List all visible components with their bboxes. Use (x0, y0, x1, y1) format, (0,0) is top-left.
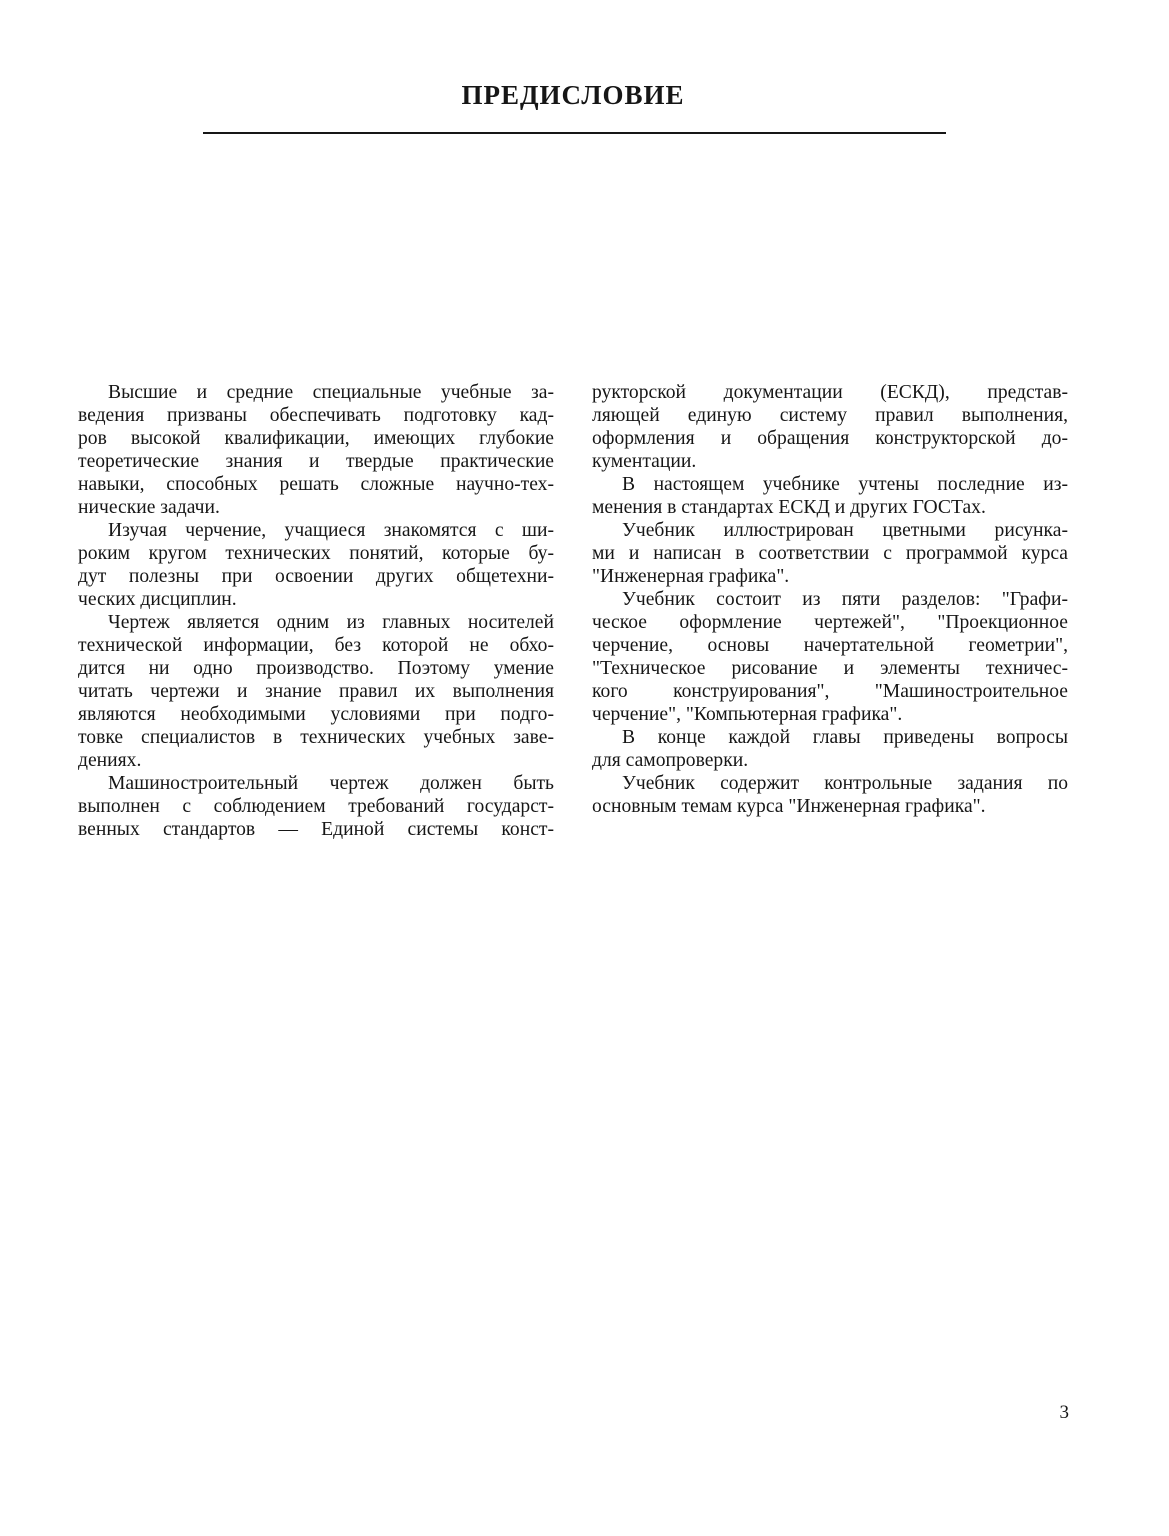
text-line: навыки, способных решать сложные научно-тех- (78, 474, 554, 495)
text-line: менения в стандартах ЕСКД и других ГОСТах. (592, 497, 986, 518)
right-column (592, 381, 1068, 818)
text-line: для самопроверки. (592, 750, 749, 771)
text-line: В настоящем учебнике учтены последние из- (622, 474, 1068, 495)
page-number: 3 (1059, 1402, 1069, 1423)
text-line: роким кругом технических понятий, которые бу- (78, 543, 554, 564)
text-line: черчение", "Компьютерная графика". (592, 704, 903, 725)
left-column (78, 381, 554, 841)
text-line: читать чертежи и знание правил их выполнения (78, 681, 554, 702)
text-line: ров высокой квалификации, имеющих глубокие (78, 428, 554, 449)
text-line: кого конструирования", "Машиностроительное (592, 681, 1068, 702)
text-line: основным темам курса "Инженерная графика". (592, 796, 986, 817)
text-line: технической информации, без которой не обхо- (78, 635, 554, 656)
text-line: нические задачи. (78, 497, 220, 518)
text-line: ведения призваны обеспечивать подготовку кад- (78, 405, 554, 426)
text-line: дится ни одно производство. Поэтому умение (78, 658, 554, 679)
text-line: дут полезны при освоении других общетехни- (78, 566, 554, 587)
text-line: черчение, основы начертательной геометрии", (592, 635, 1068, 656)
text-line: Машиностроительный чертеж должен быть (108, 773, 554, 794)
text-line: Чертеж является одним из главных носителей (108, 612, 554, 633)
text-line: ческих дисциплин. (78, 589, 237, 610)
text-line: "Инженерная графика". (592, 566, 790, 587)
text-line: В конце каждой главы приведены вопросы (622, 727, 1068, 748)
text-line: ческое оформление чертежей", "Проекционное (592, 612, 1068, 633)
text-line: Учебник иллюстрирован цветными рисунка- (622, 520, 1068, 541)
title-underline (203, 132, 946, 134)
text-line: Учебник состоит из пяти разделов: "Графи- (622, 589, 1068, 610)
text-line: ляющей единую систему правил выполнения, (592, 405, 1068, 426)
text-line: оформления и обращения конструкторской до- (592, 428, 1068, 449)
text-line: ми и написан в соответствии с программой курса (592, 543, 1068, 564)
text-line: Высшие и средние специальные учебные за- (108, 382, 554, 403)
text-line: кументации. (592, 451, 697, 472)
text-line: дениях. (78, 750, 142, 771)
text-line: Изучая черчение, учащиеся знакомятся с ши- (108, 520, 554, 541)
text-line: венных стандартов — Единой системы конст- (78, 819, 554, 840)
page-title: ПРЕДИСЛОВИЕ (461, 80, 685, 110)
text-line: "Техническое рисование и элементы техничес- (592, 658, 1068, 679)
text-line: рукторской документации (ЕСКД), представ- (592, 382, 1068, 403)
text-line: Учебник содержит контрольные задания по (622, 773, 1068, 794)
text-line: выполнен с соблюдением требований государст- (78, 796, 554, 817)
text-line: теоретические знания и твердые практические (78, 451, 554, 472)
text-line: товке специалистов в технических учебных заве- (78, 727, 554, 748)
text-line: являются необходимыми условиями при подго- (78, 704, 554, 725)
